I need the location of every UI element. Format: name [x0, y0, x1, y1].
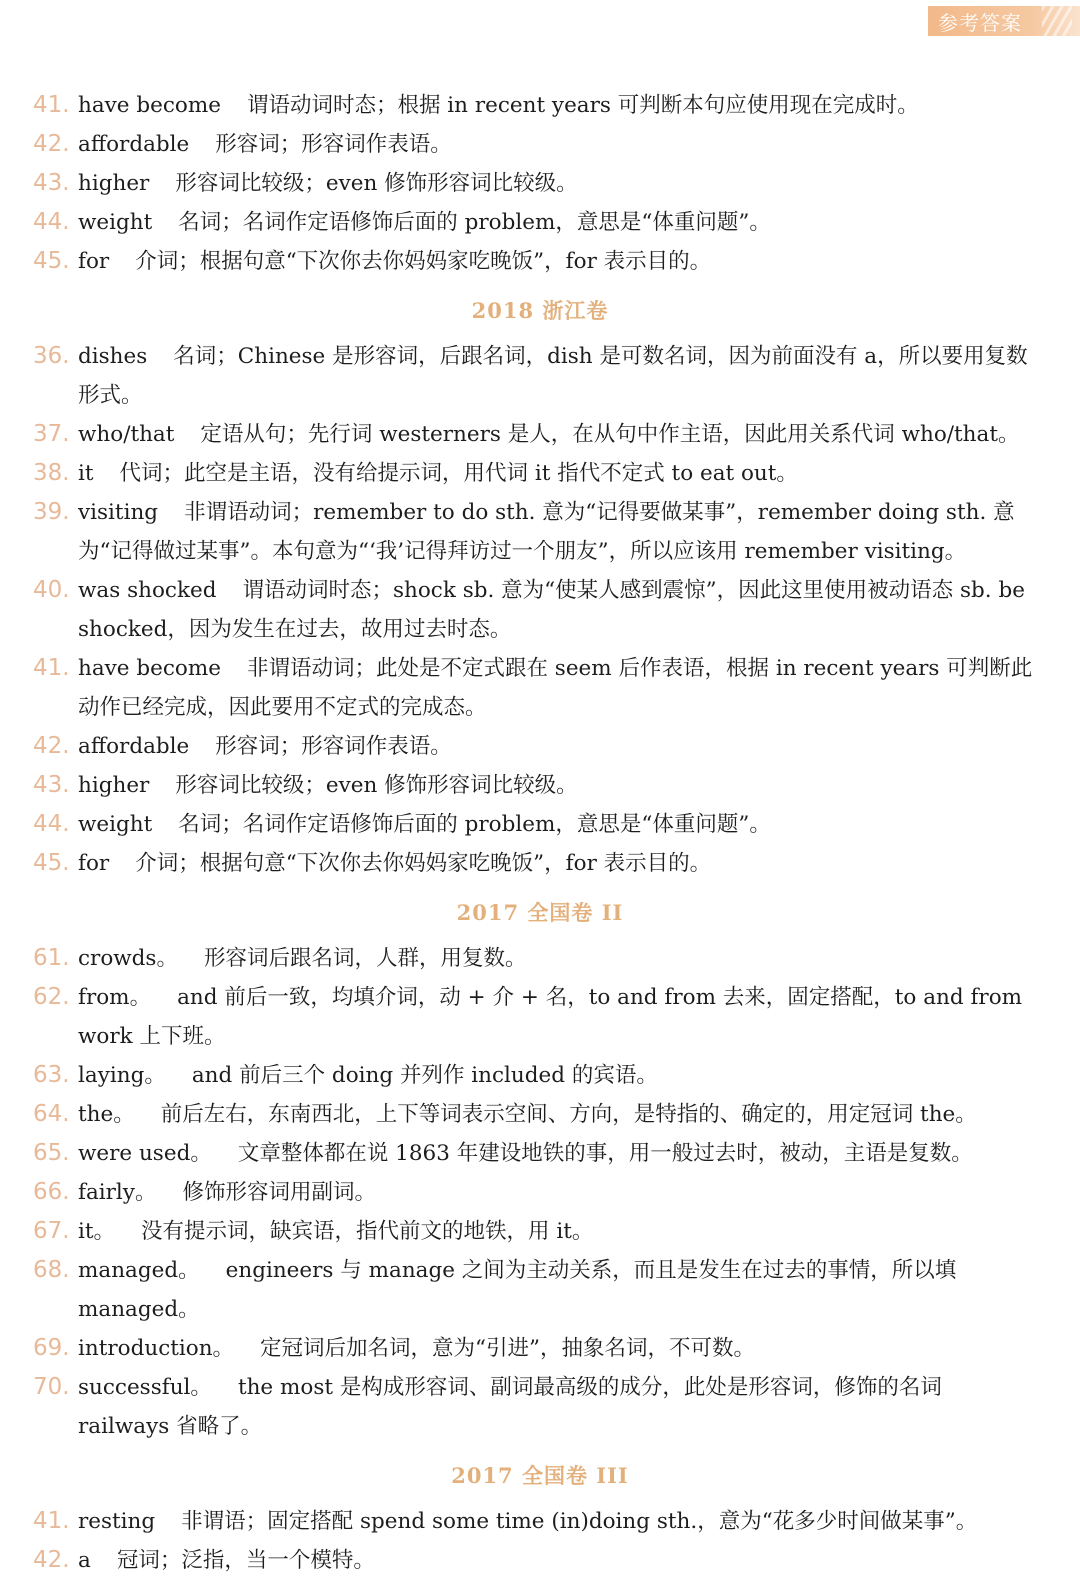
answer-word: successful。 — [78, 1375, 212, 1400]
answer-item — [0, 1502, 1080, 1541]
answer-item — [0, 1134, 1080, 1173]
answer-item — [0, 805, 1080, 844]
answer-item — [0, 493, 1080, 571]
question-number: 45. — [33, 248, 70, 274]
answer-word: affordable — [78, 734, 190, 759]
question-number: 61. — [33, 945, 70, 971]
answer-word: have become — [78, 656, 221, 681]
answer-word: for — [78, 249, 110, 274]
answer-word: it。 — [78, 1219, 116, 1244]
answer-word: the。 — [78, 1102, 135, 1127]
answer-word: higher — [78, 773, 150, 798]
answer-explanation: and 前后一致，均填介词，动 + 介 + 名，to and from 去来，固定搭配，to and from work 上下班。 — [78, 985, 1023, 1049]
answer-word: dishes — [78, 344, 148, 369]
answer-explanation: 介词；根据句意“下次你去你妈妈家吃晚饭”，for 表示目的。 — [135, 249, 712, 274]
answer-explanation: 定冠词后加名词，意为“引进”，抽象名词，不可数。 — [260, 1336, 756, 1361]
question-number: 39. — [33, 499, 70, 525]
answer-explanation: 前后左右，东南西北，上下等词表示空间、方向，是特指的、确定的，用定冠词 the。 — [160, 1102, 977, 1127]
answer-item — [0, 766, 1080, 805]
answer-section — [0, 1458, 1080, 1580]
answer-explanation: 冠词；泛指，当一个模特。 — [116, 1548, 375, 1573]
question-number: 44. — [33, 811, 70, 837]
answer-explanation: 文章整体都在说 1863 年建设地铁的事，用一般过去时，被动，主语是复数。 — [237, 1141, 973, 1166]
answer-item — [0, 337, 1080, 415]
answer-explanation: 谓语动词时态；shock sb. 意为“使某人感到震惊”，因此这里使用被动语态 sb. be shocked，因为发生在过去，故用过去时态。 — [78, 578, 1025, 642]
question-number: 70. — [33, 1374, 70, 1400]
question-number: 66. — [33, 1179, 70, 1205]
question-number: 63. — [33, 1062, 70, 1088]
answer-word: weight — [78, 812, 153, 837]
question-number: 64. — [33, 1101, 70, 1127]
question-number: 42. — [33, 131, 70, 157]
answer-explanation: 没有提示词，缺宾语，指代前文的地铁，用 it。 — [141, 1219, 594, 1244]
question-number: 41. — [33, 655, 70, 681]
question-number: 68. — [33, 1257, 70, 1283]
answer-explanation: 形容词；形容词作表语。 — [215, 734, 452, 759]
answer-word: crowds。 — [78, 946, 178, 971]
question-number: 44. — [33, 209, 70, 235]
answer-item — [0, 1251, 1080, 1329]
question-number: 36. — [33, 343, 70, 369]
answer-explanation: 形容词后跟名词，人群，用复数。 — [203, 946, 527, 971]
question-number: 65. — [33, 1140, 70, 1166]
answer-item — [0, 1212, 1080, 1251]
decorative-stripes — [1042, 6, 1072, 36]
answer-item — [0, 415, 1080, 454]
answer-word: have become — [78, 93, 221, 118]
answer-explanation: 形容词比较级；even 修饰形容词比较级。 — [175, 171, 578, 196]
answer-section — [0, 895, 1080, 1446]
answer-explanation: 形容词比较级；even 修饰形容词比较级。 — [175, 773, 578, 798]
answer-item — [0, 86, 1080, 125]
answer-explanation: 非谓语动词；此处是不定式跟在 seem 后作表语，根据 in recent years 可判断此动作已经完成，因此要用不定式的完成态。 — [78, 656, 1033, 720]
answer-item — [0, 454, 1080, 493]
answer-content — [0, 86, 1080, 1590]
answer-item — [0, 164, 1080, 203]
answer-word: affordable — [78, 132, 190, 157]
answer-item — [0, 125, 1080, 164]
answer-item — [0, 1056, 1080, 1095]
answer-explanation: the most 是构成形容词、副词最高级的成分，此处是形容词，修饰的名词 railways 省略了。 — [78, 1375, 942, 1439]
answer-word: resting — [78, 1509, 156, 1534]
question-number: 41. — [33, 1508, 70, 1534]
answer-explanation: 名词；名词作定语修饰后面的 problem，意思是“体重问题”。 — [178, 812, 771, 837]
answer-word: was shocked — [78, 578, 217, 603]
answer-explanation: and 前后三个 doing 并列作 included 的宾语。 — [191, 1063, 658, 1088]
answer-word: introduction。 — [78, 1336, 235, 1361]
answer-word: were used。 — [78, 1141, 212, 1166]
question-number: 42. — [33, 733, 70, 759]
answer-explanation: 形容词；形容词作表语。 — [215, 132, 452, 157]
answer-item — [0, 1095, 1080, 1134]
answer-explanation: 名词；名词作定语修饰后面的 problem，意思是“体重问题”。 — [178, 210, 771, 235]
answer-explanation: 非谓语动词；remember to do sth. 意为“记得要做某事”，remember doing sth. 意为“记得做过某事”。本句意为“‘我’记得拜访过一个朋友”，所以应该用 remember visiting。 — [78, 500, 1015, 564]
section-title: 2017 全国卷 III — [451, 1463, 629, 1488]
answer-explanation: 修饰形容词用副词。 — [182, 1180, 376, 1205]
answer-word: a — [78, 1548, 91, 1573]
answer-section — [0, 86, 1080, 281]
answer-item — [0, 1173, 1080, 1212]
answer-word: higher — [78, 171, 150, 196]
question-number: 40. — [33, 577, 70, 603]
answer-item — [0, 939, 1080, 978]
answer-word: it — [78, 461, 94, 486]
question-number: 43. — [33, 170, 70, 196]
question-number: 41. — [33, 92, 70, 118]
answer-item — [0, 1329, 1080, 1368]
section-title: 2018 浙江卷 — [471, 298, 609, 323]
section-title: 2017 全国卷 II — [456, 900, 624, 925]
question-number: 45. — [33, 850, 70, 876]
answer-word: managed。 — [78, 1258, 200, 1283]
answer-word: from。 — [78, 985, 152, 1010]
question-number: 69. — [33, 1335, 70, 1361]
answer-item — [0, 1368, 1080, 1446]
answer-word: visiting — [78, 500, 159, 525]
answer-item — [0, 242, 1080, 281]
answer-explanation: 非谓语；固定搭配 spend some time (in)doing sth.，意为“花多少时间做某事”。 — [181, 1509, 978, 1534]
question-number: 67. — [33, 1218, 70, 1244]
answer-explanation: 代词；此空是主语，没有给提示词，用代词 it 指代不定式 to eat out。 — [119, 461, 798, 486]
question-number: 37. — [33, 421, 70, 447]
answer-item — [0, 844, 1080, 883]
answer-explanation: 谓语动词时态；根据 in recent years 可判断本句应使用现在完成时。 — [246, 93, 919, 118]
answer-explanation: 定语从句；先行词 westerners 是人，在从句中作主语，因此用关系代词 who/that。 — [200, 422, 1020, 447]
answer-explanation: 名词；Chinese 是形容词，后跟名词，dish 是可数名词，因为前面没有 a，所以要用复数形式。 — [78, 344, 1028, 408]
question-number: 43. — [33, 772, 70, 798]
question-number: 62. — [33, 984, 70, 1010]
answer-explanation: engineers 与 manage 之间为主动关系，而且是发生在过去的事情，所以填 managed。 — [78, 1258, 957, 1322]
answer-item — [0, 571, 1080, 649]
answer-item — [0, 978, 1080, 1056]
answer-word: fairly。 — [78, 1180, 157, 1205]
answer-section — [0, 293, 1080, 883]
answer-explanation: 介词；根据句意“下次你去你妈妈家吃晚饭”，for 表示目的。 — [135, 851, 712, 876]
answer-item — [0, 649, 1080, 727]
answer-word: for — [78, 851, 110, 876]
answer-item — [0, 1541, 1080, 1580]
answer-word: who/that — [78, 422, 175, 447]
question-number: 42. — [33, 1547, 70, 1573]
answer-item — [0, 727, 1080, 766]
question-number: 38. — [33, 460, 70, 486]
answer-item — [0, 203, 1080, 242]
answer-word: weight — [78, 210, 153, 235]
answer-key-label: 参考答案 — [938, 10, 1022, 35]
answer-word: laying。 — [78, 1063, 166, 1088]
